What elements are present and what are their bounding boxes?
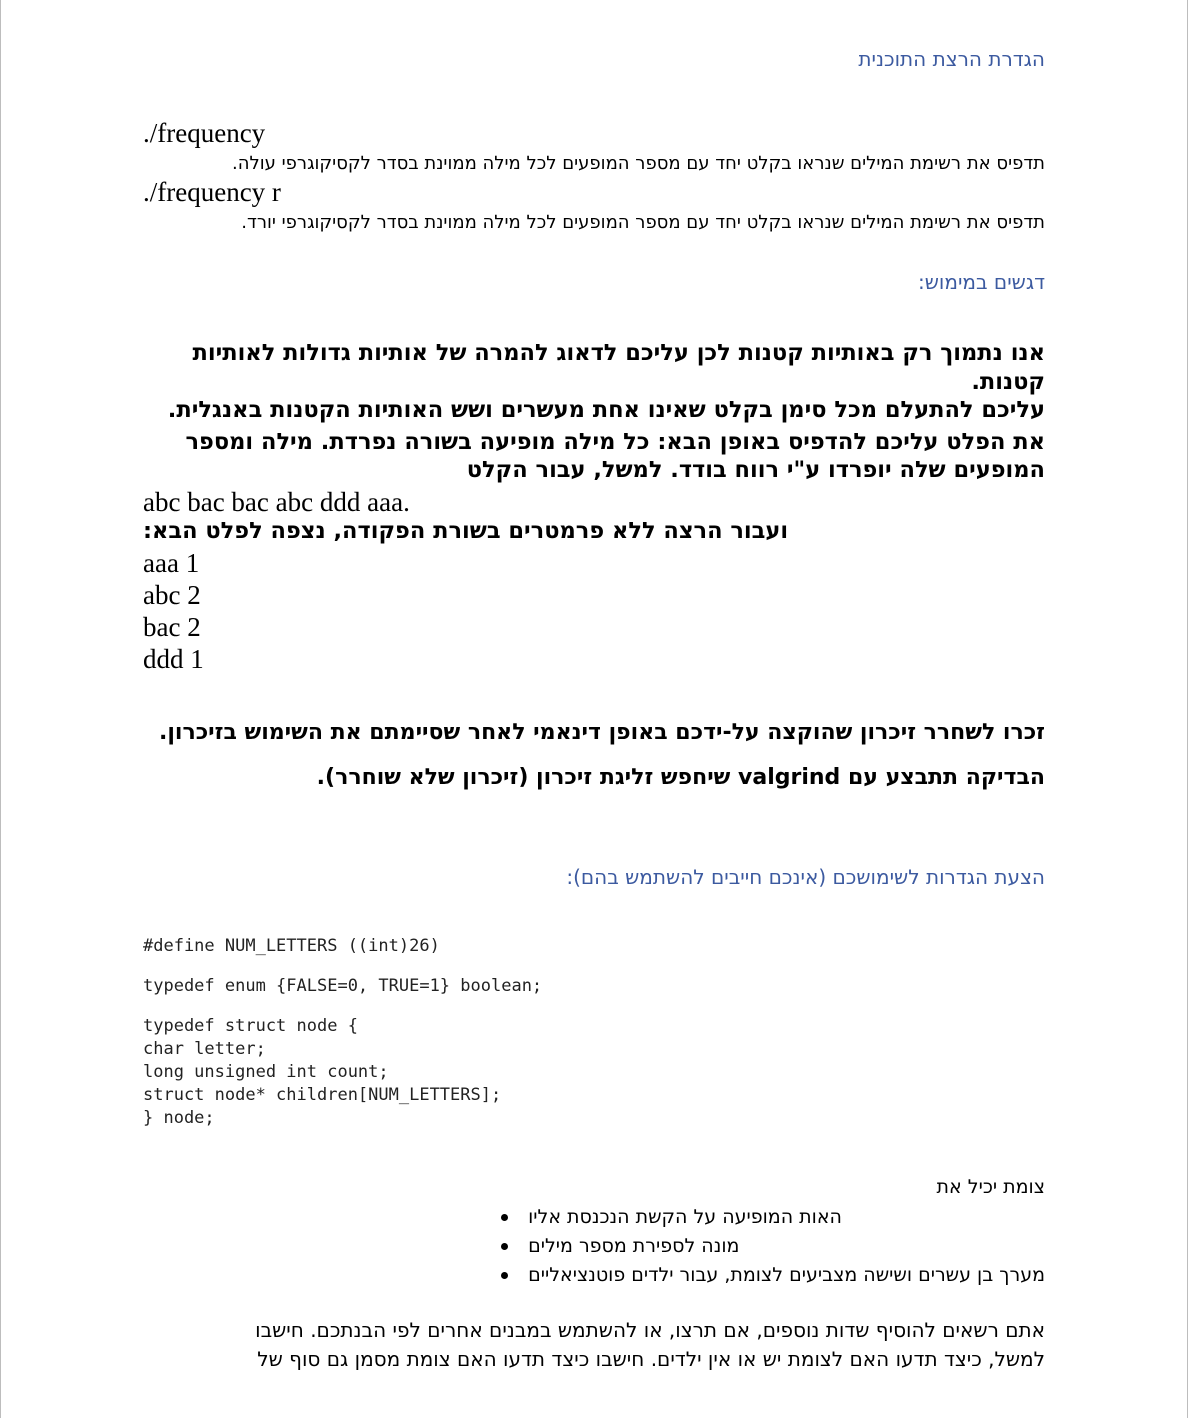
list-item [478, 1203, 1045, 1232]
command-frequency-r-description: תדפיס את רשימת המילים שנראו בקלט יחד עם מספר המופעים לכל מילה ממוינת בסדר לקסיקוגרפי יורד. [241, 212, 1045, 233]
code-struct-line: } node; [143, 1108, 215, 1128]
command-frequency-r: ./frequency r [143, 177, 281, 207]
memory-note-free: זכרו לשחרר זיכרון שהוקצה על-ידכם באופן דינאמי לאחר שסיימתם את השימוש בזיכרון. [158, 720, 1045, 745]
code-struct-line: struct node* children[NUM_LETTERS]; [143, 1085, 502, 1105]
note-line-4: את הפלט עליכם להדפיס באופן הבא: כל מילה מופיעה בשורה נפרדת. מילה ומספר [185, 429, 1045, 455]
final-line-2: למשל, כיצד תדעו האם לצומת יש או אין ילדים. חישבו כיצד תדעו האם צומת מסמן גם סוף של [257, 1347, 1045, 1371]
list-item-text: מונה לספירת מספר מילים [528, 1235, 740, 1257]
section-title-suggested-definitions: הצעת הגדרות לשימושכם (אינכם חייבים להשתמש בהם): [566, 865, 1045, 889]
code-struct-block [143, 1015, 501, 1130]
bullet-icon [501, 1272, 508, 1279]
code-enum: typedef enum {FALSE=0, TRUE=1} boolean; [143, 976, 543, 996]
example-output-line-4: ddd 1 [143, 644, 204, 674]
list-item [478, 1232, 1045, 1261]
code-struct-line: char letter; [143, 1039, 266, 1059]
list-item [478, 1261, 1045, 1290]
example-output-line-2: abc 2 [143, 580, 201, 610]
example-output-line-1: aaa 1 [143, 548, 200, 578]
code-struct-line: typedef struct node { [143, 1016, 358, 1036]
section-title-program-definition: הגדרת הרצת התוכנית [858, 47, 1045, 71]
list-item-text: האות המופיעה על הקשת הנכנסת אליו [528, 1206, 842, 1228]
node-intro: צומת יכיל את [936, 1176, 1045, 1198]
command-frequency: ./frequency [143, 118, 266, 148]
bullet-icon [501, 1243, 508, 1250]
code-struct-line: long unsigned int count; [143, 1062, 389, 1082]
node-fields-list [478, 1203, 1045, 1290]
command-frequency-description: תדפיס את רשימת המילים שנראו בקלט יחד עם מספר המופעים לכל מילה ממוינת בסדר לקסיקוגרפי עולה. [232, 153, 1045, 174]
page-border-left [0, 0, 1, 1418]
final-line-1: אתם רשאים להוסיף שדות נוספים, אם תרצו, או להשתמש במבנים אחרים לפי הבנתכם. חישבו [255, 1318, 1045, 1342]
note-line-2: קטנות. [971, 369, 1045, 395]
example-output-line-3: bac 2 [143, 612, 201, 642]
note-line-3: עליכם להתעלם מכל סימן בקלט שאינו אחת מעשרים ושש האותיות הקטנות באנגלית. [167, 397, 1045, 423]
memory-note-valgrind: הבדיקה תתבצע עם valgrind שיחפש זליגת זיכרון (זיכרון שלא שוחרר). [316, 765, 1045, 790]
list-item-text: מערך בן עשרים ושישה מצביעים לצומת, עבור ילדים פוטנציאליים [528, 1264, 1045, 1286]
code-define: #define NUM_LETTERS ((int)26) [143, 936, 440, 956]
example-input: abc bac bac abc ddd aaa. [143, 487, 410, 517]
section-title-implementation-notes: דגשים במימוש: [918, 270, 1045, 294]
bullet-icon [501, 1214, 508, 1221]
note-line-1: אנו נתמוך רק באותיות קטנות לכן עליכם לדאוג להמרה של אותיות גדולות לאותיות [192, 340, 1045, 366]
example-intro: ועבור הרצה ללא פרמטרים בשורת הפקודה, נצפה לפלט הבא: [143, 518, 789, 544]
note-line-5: המופעים שלה יופרדו ע"י רווח בודד. למשל, עבור הקלט [466, 457, 1045, 483]
